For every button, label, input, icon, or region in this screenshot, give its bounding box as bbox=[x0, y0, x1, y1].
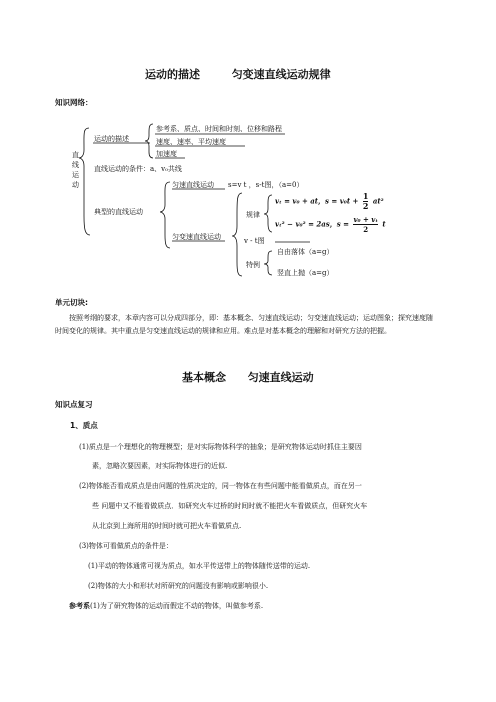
root-char: 运 bbox=[72, 171, 79, 179]
law-eq2-a: vₜ² − v₀² = 2as，s = bbox=[275, 219, 349, 229]
frac2-num: v₀ + vₜ bbox=[353, 215, 378, 224]
describe-item: 速度、速率、平均速度 bbox=[156, 138, 226, 146]
ref-bold: 参考系 bbox=[69, 602, 90, 610]
root-char: 直 bbox=[72, 151, 79, 159]
law-eq1-b: at² bbox=[372, 196, 384, 206]
uniform-formula: s=v t ，s-t图，（a=0） bbox=[228, 181, 304, 189]
law-eq1-a: vₜ = v₀ + at，s = v₀t + bbox=[275, 196, 359, 206]
ref-text: (1)为了研究物体的运动而假定不动的物体，叫做参考系. bbox=[90, 602, 264, 610]
title-part1: 运动的描述 bbox=[145, 68, 200, 81]
law-eq1 bbox=[275, 192, 384, 211]
root-char: 动 bbox=[72, 181, 79, 189]
unit-switch-heading: 单元切块: bbox=[55, 298, 88, 307]
special-item: 竖直上抛（a=g） bbox=[277, 269, 334, 277]
law-eq2-b: t bbox=[382, 219, 386, 229]
title2-part2: 匀速直线运动 bbox=[247, 371, 314, 384]
unit-switch-text: 按照考纲的要求，本章内容可以分成四部分，即：基本概念、匀速直线运动；匀变速直线运动；运动图象；探究速度随时间变化的规律。其中重点是匀变速直线运动的规律和应用。难点是对基本概念的理解和对研究方法的把握。 bbox=[55, 314, 433, 335]
title-part2: 匀变速直线运动规律 bbox=[231, 68, 331, 81]
special-item: 自由落体（a=g） bbox=[277, 248, 334, 256]
reference-frame-line bbox=[69, 599, 263, 613]
paragraph-line: (2)物体的大小和形状对所研究的问题没有影响或影响很小. bbox=[88, 582, 269, 590]
section-network-heading: 知识网络： bbox=[55, 98, 93, 107]
law-label: 规律 bbox=[246, 211, 260, 219]
root-char: 线 bbox=[72, 161, 79, 169]
describe-label: 运动的描述 bbox=[94, 135, 129, 143]
item1-heading: 1、质点 bbox=[70, 421, 98, 430]
paragraph-line: 些 问题中又不能看做质点．如研究火车过桥的时间时就不能把火车看做质点，但研究火车 bbox=[92, 502, 368, 510]
review-heading: 知识点复习 bbox=[55, 400, 93, 409]
describe-item: 参考系、质点、时间和时刻、位移和路程 bbox=[156, 125, 282, 133]
frac-num: 1 bbox=[362, 191, 369, 201]
frac2-den: 2 bbox=[363, 225, 369, 234]
condition-text: 直线运动的条件：a、v₀共线 bbox=[94, 165, 182, 173]
paragraph-line: 从北京到上海所用的时间时就可把火车看做质点. bbox=[92, 522, 242, 530]
frac-den: 2 bbox=[362, 201, 369, 211]
special-label: 特例 bbox=[246, 261, 260, 269]
vt-graph: v - t图 bbox=[244, 237, 265, 245]
paragraph-line: (3)物体可看做质点的条件是： bbox=[79, 542, 173, 550]
map-root bbox=[72, 150, 80, 190]
paragraph-line: (2)物体能否看成质点是由问题的性质决定的，同一物体在有些问题中能看做质点，而在另一 bbox=[79, 482, 362, 490]
accel-label: 匀变速直线运动 bbox=[172, 233, 221, 241]
paragraph-line: 素，忽略次要因素，对实际物体进行的近似. bbox=[92, 462, 228, 470]
describe-item: 加速度 bbox=[156, 150, 177, 158]
section-title bbox=[182, 369, 314, 385]
uniform-label: 匀速直线运动 bbox=[172, 181, 214, 189]
title2-part1: 基本概念 bbox=[182, 371, 226, 384]
typical-label: 典型的直线运动 bbox=[94, 208, 143, 216]
paragraph-line: (1)平动的物体通常可视为质点，如水平传送带上的物体随传送带的运动. bbox=[88, 562, 311, 570]
law-eq2 bbox=[275, 215, 386, 234]
paragraph-line: (1)质点是一个理想化的物理模型；是对实际物体科学的抽象；是研究物体运动时抓住主要因 bbox=[79, 443, 362, 451]
